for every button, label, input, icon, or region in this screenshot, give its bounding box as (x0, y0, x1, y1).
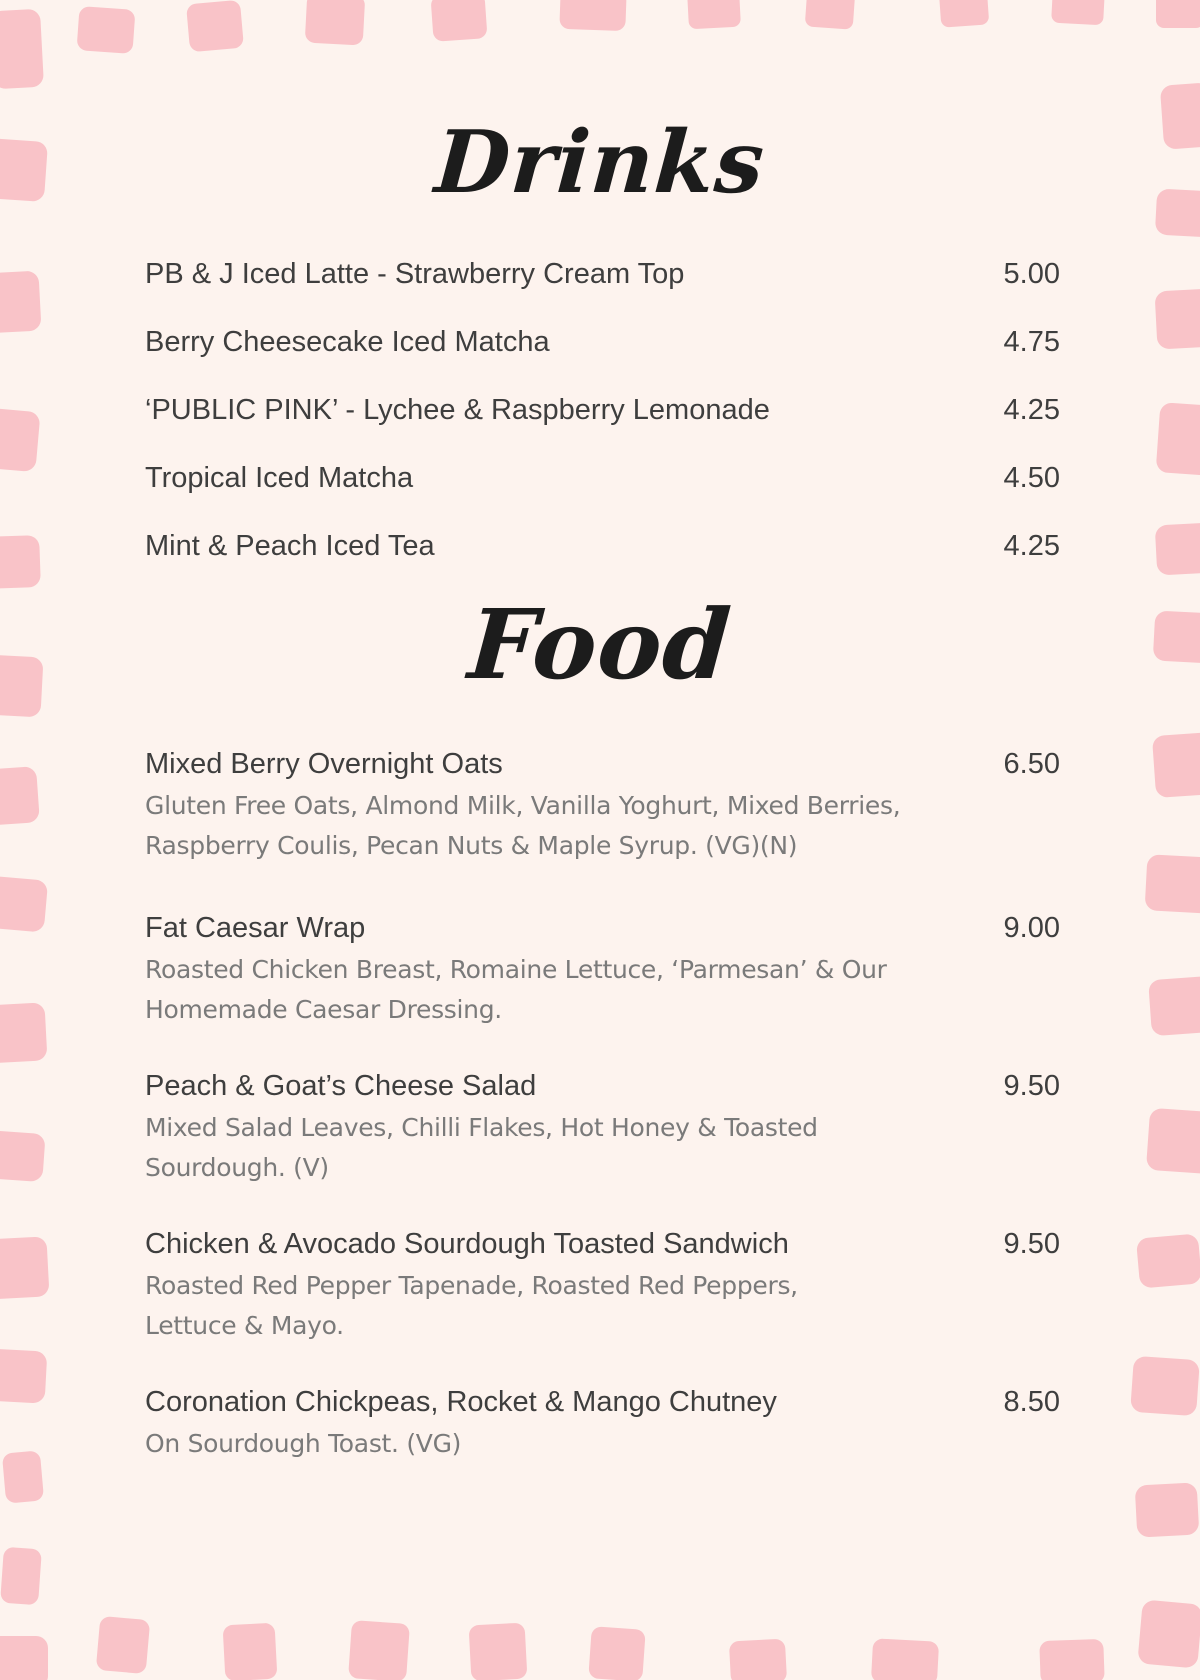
food-name: Chicken & Avocado Sourdough Toasted Sandwich (145, 1228, 789, 1260)
food-description-line: Mixed Salad Leaves, Chilli Flakes, Hot Honey & Toasted (145, 1113, 818, 1142)
food-name: Coronation Chickpeas, Rocket & Mango Chutney (145, 1386, 777, 1418)
food-description (145, 950, 925, 1030)
food-description-line: Roasted Red Pepper Tapenade, Roasted Red Peppers, (145, 1271, 798, 1300)
drink-name: Mint & Peach Iced Tea (145, 530, 435, 562)
food-description (145, 1424, 925, 1464)
drink-name: ‘PUBLIC PINK’ - Lychee & Raspberry Lemonade (145, 394, 770, 426)
drink-price: 5.00 (1003, 258, 1060, 290)
drink-item (145, 462, 1060, 502)
food-name: Peach & Goat’s Cheese Salad (145, 1070, 537, 1102)
drink-price: 4.25 (1003, 394, 1060, 426)
drink-name: Tropical Iced Matcha (145, 462, 414, 494)
drink-item (145, 394, 1060, 434)
food-name: Fat Caesar Wrap (145, 912, 366, 944)
food-price: 9.50 (1003, 1228, 1060, 1260)
food-description-line: Sourdough. (V) (145, 1153, 329, 1182)
food-description-line: Homemade Caesar Dressing. (145, 995, 502, 1024)
food-description-line: Lettuce & Mayo. (145, 1311, 344, 1340)
food-heading: Food (465, 588, 735, 701)
drinks-heading: Drinks (431, 112, 769, 213)
food-price: 6.50 (1003, 748, 1060, 780)
drink-price: 4.25 (1003, 530, 1060, 562)
drink-item (145, 326, 1060, 366)
food-description-line: On Sourdough Toast. (VG) (145, 1429, 462, 1458)
food-description (145, 1108, 925, 1188)
drink-price: 4.50 (1003, 462, 1060, 494)
food-description (145, 1266, 925, 1346)
food-description (145, 786, 925, 866)
food-price: 8.50 (1003, 1386, 1060, 1418)
food-price: 9.00 (1003, 912, 1060, 944)
drink-name: Berry Cheesecake Iced Matcha (145, 326, 550, 358)
food-description-line: Raspberry Coulis, Pecan Nuts & Maple Syrup. (VG)(N) (145, 831, 798, 860)
food-price: 9.50 (1003, 1070, 1060, 1102)
drink-price: 4.75 (1003, 326, 1060, 358)
food-name: Mixed Berry Overnight Oats (145, 748, 503, 780)
food-description-line: Roasted Chicken Breast, Romaine Lettuce, ‘Parmesan’ & Our (145, 955, 887, 984)
drink-item (145, 258, 1060, 298)
drink-item (145, 530, 1060, 570)
drink-name: PB & J Iced Latte - Strawberry Cream Top (145, 258, 685, 290)
food-description-line: Gluten Free Oats, Almond Milk, Vanilla Yoghurt, Mixed Berries, (145, 791, 901, 820)
